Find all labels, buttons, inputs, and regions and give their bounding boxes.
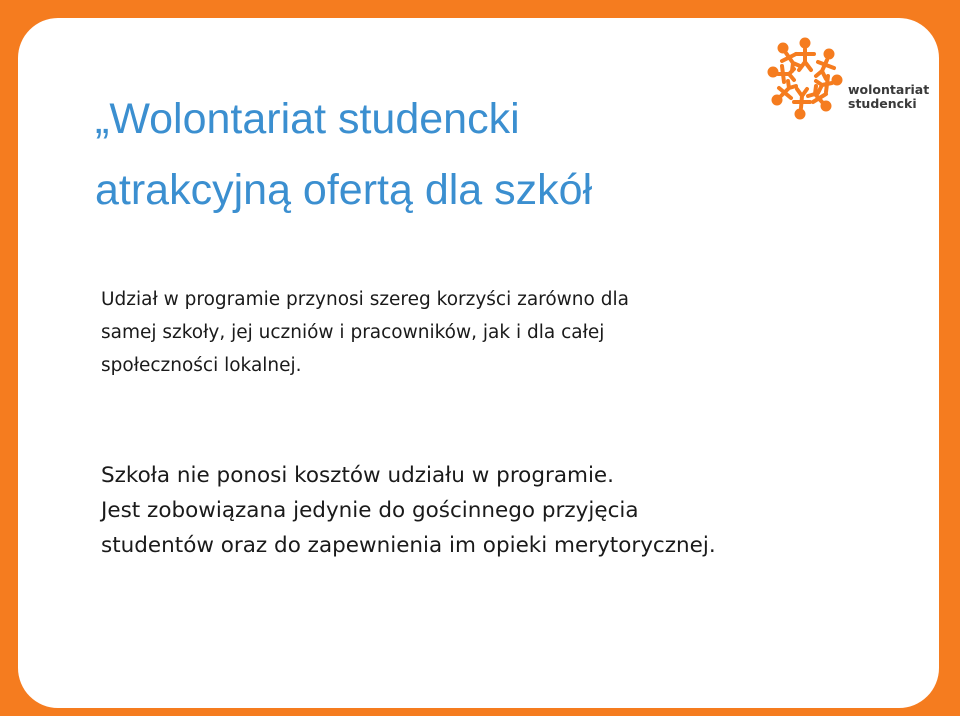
people-circle-icon <box>766 36 844 120</box>
title-line-1: „Wolontariat studencki <box>95 95 520 143</box>
paragraph-benefits <box>101 283 629 382</box>
paragraph2-line-1: Szkoła nie ponosi kosztów udziału w programie. <box>101 463 614 488</box>
paragraph2-line-3: studentów oraz do zapewnienia im opieki merytorycznej. <box>101 533 716 558</box>
paragraph-costs <box>101 458 716 563</box>
paragraph2-line-2: Jest zobowiązana jedynie do gościnnego przyjęcia <box>101 498 639 523</box>
title-line-2: atrakcyjną ofertą dla szkół <box>95 166 593 214</box>
logo <box>766 36 944 122</box>
logo-wordmark <box>848 83 929 111</box>
paragraph1-line-2: samej szkoły, jej uczniów i pracowników, jak i dla całej <box>101 322 605 343</box>
paragraph1-line-3: społeczności lokalnej. <box>101 355 302 376</box>
logo-line-1: wolontariat <box>848 82 930 97</box>
slide-title <box>95 84 592 226</box>
logo-line-2: studencki <box>848 96 917 111</box>
paragraph1-line-1: Udział w programie przynosi szereg korzyści zarówno dla <box>101 289 629 310</box>
